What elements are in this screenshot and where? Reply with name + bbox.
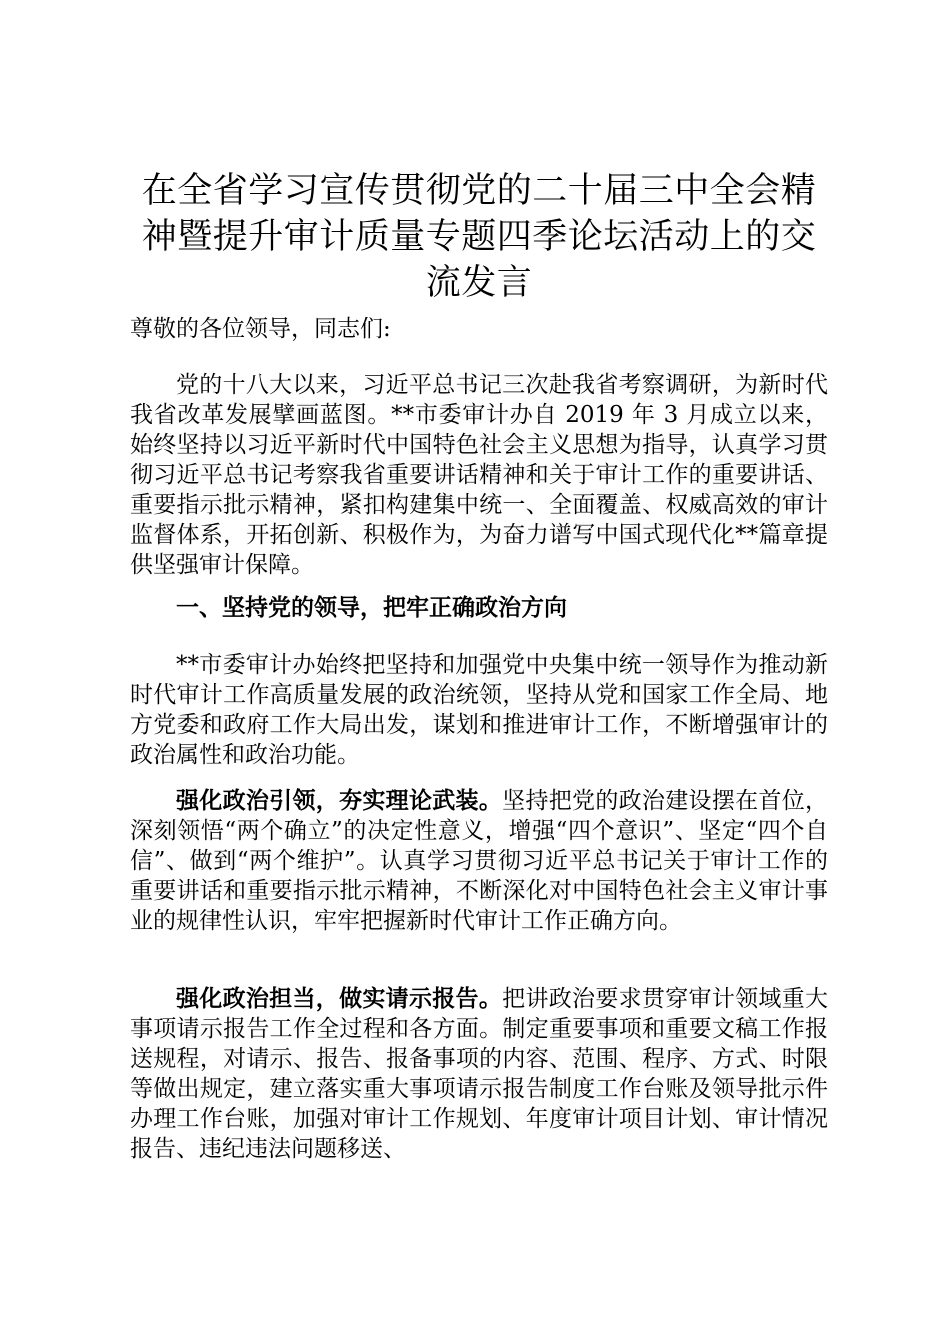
paragraph-body-political-guidance: 坚持把党的政治建设摆在首位，深刻领悟“两个确立”的决定性意义，增强“四个意识”、坚定“四个自信”、做到“两个维护”。认真学习贯彻习近平总书记关于审计工作的重要讲话和重要指示批示精神，不断深化对中国特色社会主义审计事业的规律性认识，牢牢把握新时代审计工作正确方向。 — [130, 788, 829, 934]
paragraph-lead-political-responsibility: 强化政治担当，做实请示报告。 — [176, 985, 503, 1012]
paragraph-section1-intro: **市委审计办始终把坚持和加强党中央集中统一领导作为推动新时代审计工作高质量发展的政治统领，坚持从党和国家工作全局、地方党委和政府工作大局出发，谋划和推进审计工作，不断增强审计的政治属性和政治功能。 — [130, 652, 828, 768]
greeting: 尊敬的各位领导，同志们: — [130, 316, 391, 342]
paragraph-political-guidance — [130, 786, 828, 936]
paragraph-intro: 党的十八大以来，习近平总书记三次赴我省考察调研，为新时代我省改革发展擘画蓝图。**市委审计办自 2019 年 3 月成立以来，始终坚持以习近平新时代中国特色社会主义思想为指导，认真学习贯彻习近平总书记考察我省重要讲话精神和关于审计工作的重要讲话、重要指示批示精神，紧扣构建集中统一、全面覆盖、权威高效的审计监督体系，开拓创新、积极作为，为奋力谱写中国式现代化**篇章提供坚强审计保障。 — [130, 372, 828, 578]
paragraph-body-political-responsibility: 把讲政治要求贯穿审计领域重大事项请示报告工作全过程和各方面。制定重要事项和重要文稿工作报送规程，对请示、报告、报备事项的内容、范围、程序、方式、时限等做出规定，建立落实重大事项请示报告制度工作台账及领导批示件办理工作台账，加强对审计工作规划、年度审计项目计划、审计情况报告、违纪违法问题移送、 — [130, 986, 829, 1162]
paragraph-lead-political-guidance: 强化政治引领，夯实理论武装。 — [176, 787, 503, 814]
section-heading-1: 一、坚持党的领导，把牢正确政治方向 — [176, 594, 567, 621]
paragraph-political-responsibility — [130, 984, 828, 1164]
document-title: 在全省学习宣传贯彻党的二十届三中全会精神暨提升审计质量专题四季论坛活动上的交流发言 — [141, 171, 817, 303]
